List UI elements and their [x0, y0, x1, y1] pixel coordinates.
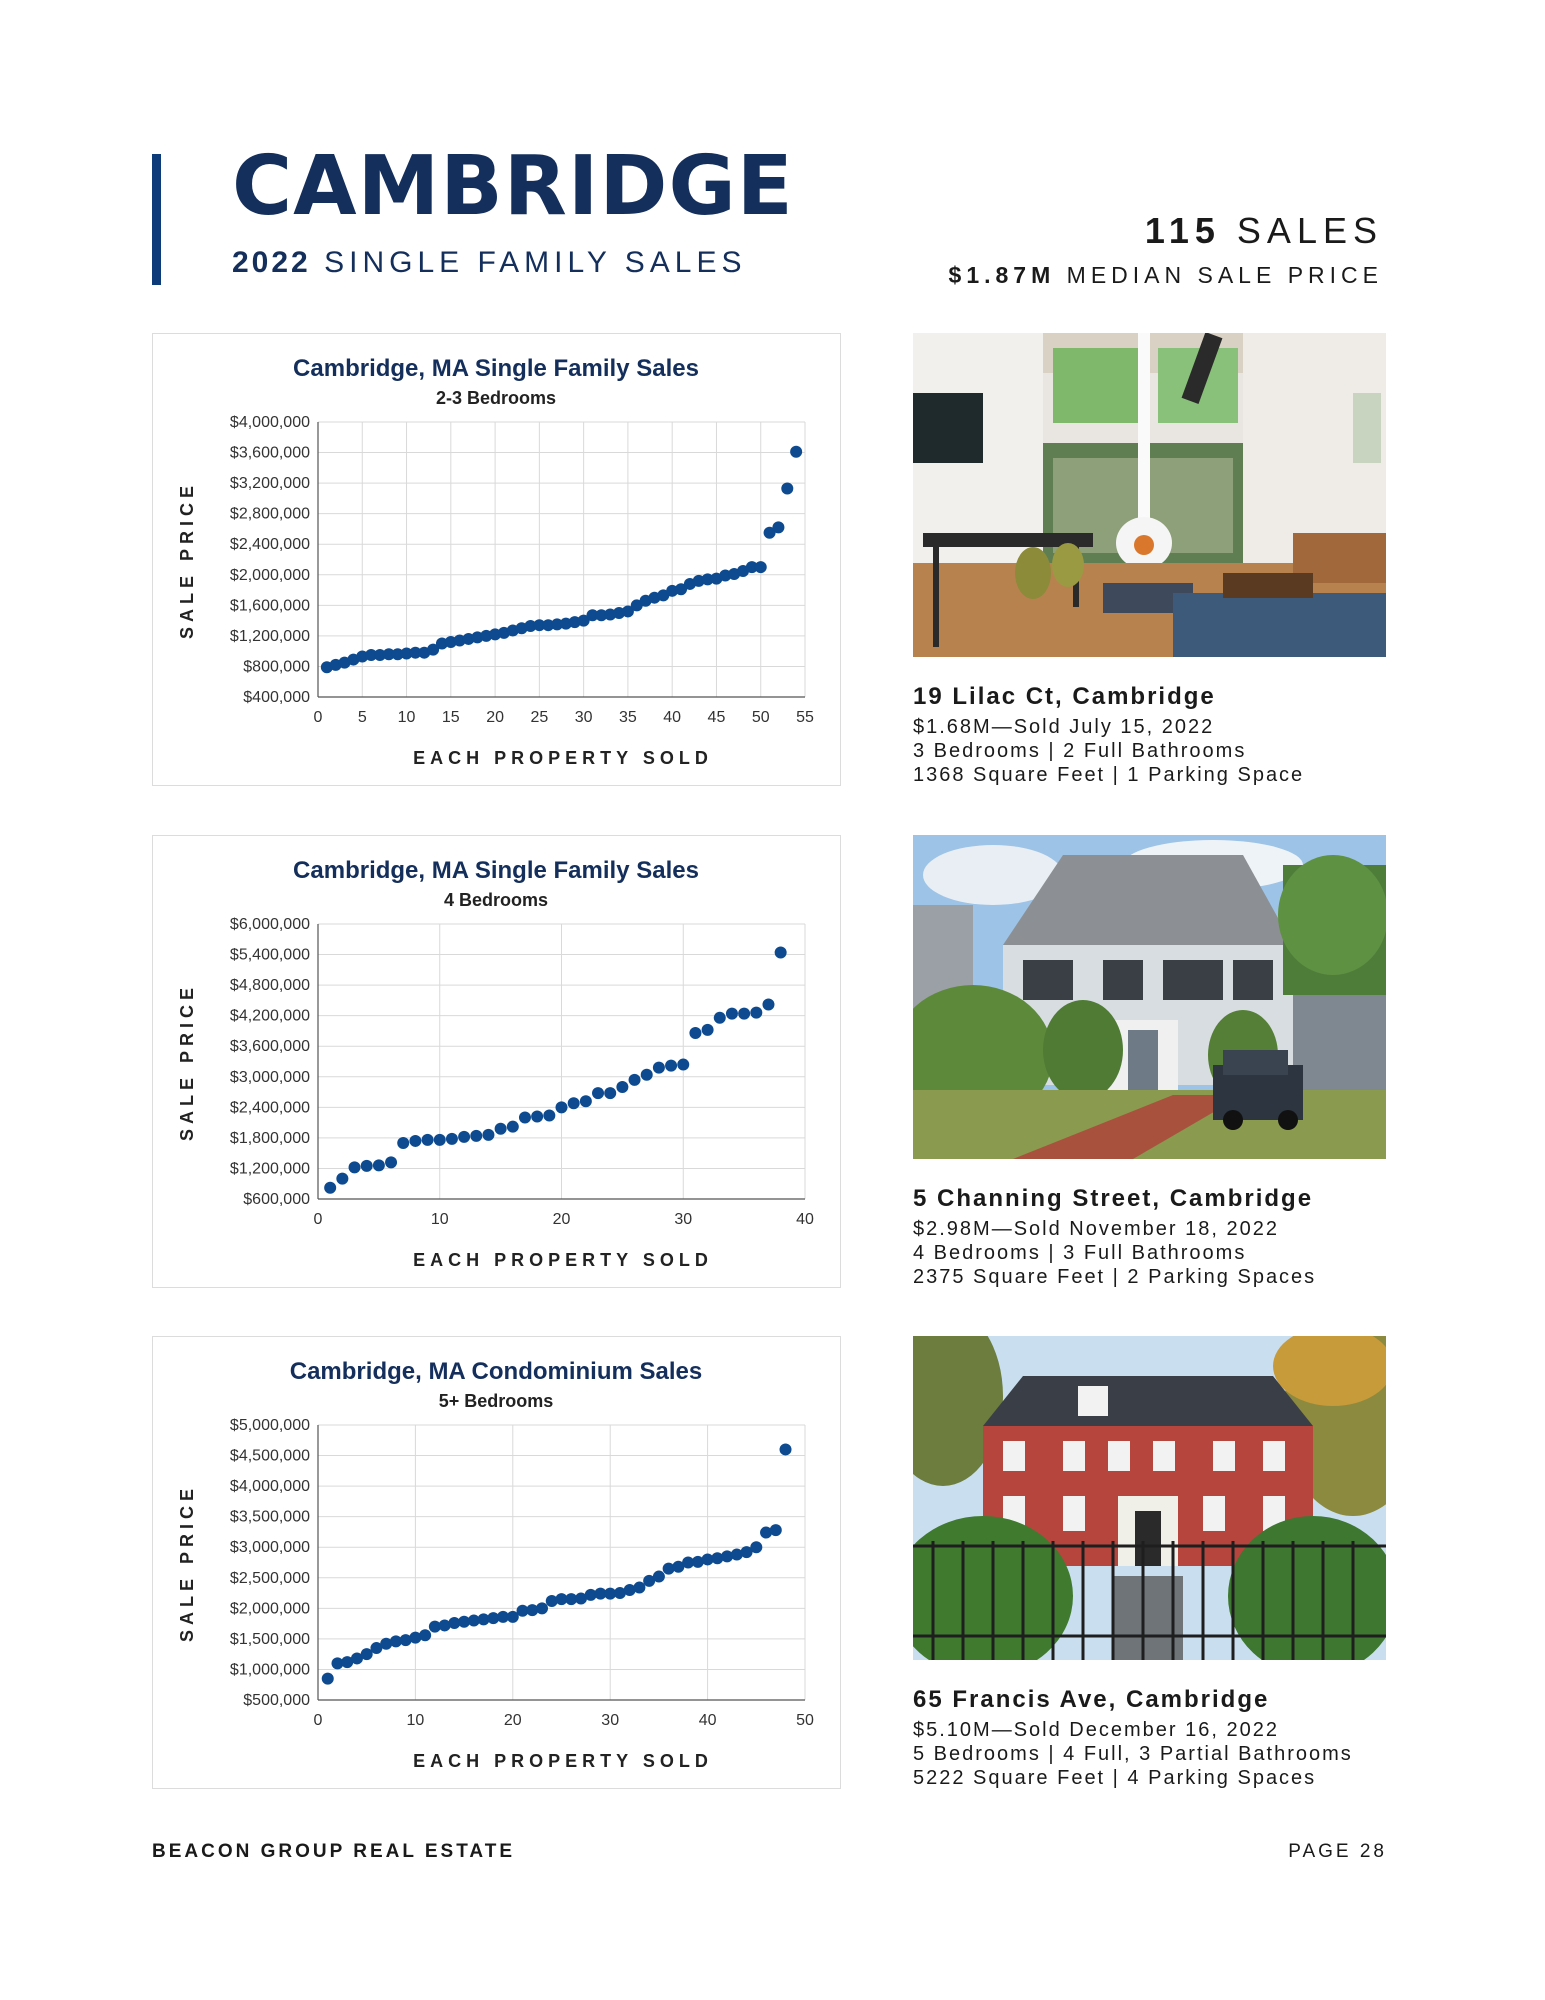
x-tick-label: 50	[751, 709, 770, 726]
x-tick-label: 20	[486, 709, 504, 726]
listing-size-parking: 5222 Square Feet | 4 Parking Spaces	[913, 1767, 1317, 1789]
data-point	[616, 1081, 628, 1093]
sales-count: 115	[1144, 210, 1221, 251]
chart-subtitle: 5+ Bedrooms	[438, 1391, 554, 1411]
y-axis-label: SALE PRICE	[177, 982, 197, 1142]
y-tick-label: $2,000,000	[229, 1600, 310, 1618]
listing-address: 19 Lilac Ct, Cambridge	[913, 683, 1216, 710]
x-axis-label: EACH PROPERTY SOLD	[413, 748, 713, 768]
listing-photo-2	[913, 835, 1386, 1159]
summary-stats	[949, 210, 1383, 289]
data-point	[770, 1524, 782, 1536]
data-point	[762, 998, 774, 1010]
x-tick-label: 30	[674, 1211, 693, 1228]
data-point	[653, 1062, 665, 1074]
x-tick-label: 0	[313, 1712, 323, 1729]
x-tick-label: 40	[796, 1211, 814, 1228]
x-tick-label: 40	[698, 1712, 717, 1729]
data-point	[653, 1571, 665, 1583]
data-point	[689, 1027, 701, 1039]
sales-count-line	[949, 210, 1383, 252]
listing-address: 5 Channing Street, Cambridge	[913, 1185, 1314, 1212]
listing-rooms: 5 Bedrooms | 4 Full, 3 Partial Bathrooms	[913, 1743, 1353, 1765]
page-subtitle	[232, 246, 746, 280]
y-tick-label: $3,000,000	[229, 1539, 310, 1557]
accent-bar	[152, 154, 161, 285]
data-point	[409, 1135, 421, 1147]
x-axis-label: EACH PROPERTY SOLD	[413, 1751, 713, 1771]
x-tick-label: 10	[430, 1211, 449, 1228]
y-tick-label: $2,000,000	[229, 566, 310, 584]
scatter-chart-5-plus-bedrooms	[153, 1337, 840, 1788]
y-tick-label: $6,000,000	[229, 916, 310, 933]
listing-photo-1	[913, 333, 1386, 657]
y-tick-label: $4,200,000	[229, 1007, 310, 1025]
data-point	[702, 1024, 714, 1036]
y-tick-label: $1,800,000	[229, 1129, 310, 1147]
data-point	[580, 1095, 592, 1107]
x-tick-label: 10	[406, 1712, 425, 1729]
data-point	[458, 1131, 470, 1143]
data-point	[772, 521, 784, 533]
y-tick-label: $1,600,000	[229, 597, 310, 615]
x-tick-label: 30	[601, 1712, 620, 1729]
listing-address: 65 Francis Ave, Cambridge	[913, 1686, 1270, 1713]
data-point	[781, 482, 793, 494]
data-point	[519, 1112, 531, 1124]
x-tick-label: 55	[796, 709, 814, 726]
data-point	[531, 1111, 543, 1123]
data-point	[604, 1087, 616, 1099]
data-point	[568, 1097, 580, 1109]
x-axis-label: EACH PROPERTY SOLD	[413, 1250, 713, 1270]
x-tick-label: 15	[441, 709, 460, 726]
data-point	[556, 1101, 568, 1113]
footer-page-number: PAGE 28	[1288, 1841, 1387, 1862]
x-tick-label: 10	[397, 709, 416, 726]
x-tick-label: 0	[313, 709, 323, 726]
data-point	[361, 1160, 373, 1172]
y-tick-label: $1,200,000	[229, 1160, 310, 1178]
data-point	[422, 1134, 434, 1146]
chart-subtitle: 4 Bedrooms	[443, 890, 549, 910]
listing-1	[913, 683, 1413, 787]
subtitle-text: SINGLE FAMILY SALES	[324, 246, 747, 279]
y-tick-label: $800,000	[243, 658, 310, 676]
listing-price-date: $1.68M—Sold July 15, 2022	[913, 716, 1215, 738]
chart-panel-3	[152, 1336, 841, 1789]
data-point	[543, 1109, 555, 1121]
data-point	[434, 1134, 446, 1146]
y-tick-label: $2,500,000	[229, 1569, 310, 1587]
data-point	[750, 1007, 762, 1019]
listing-price-date: $5.10M—Sold December 16, 2022	[913, 1719, 1279, 1741]
chart-subtitle: 2-3 Bedrooms	[435, 388, 557, 408]
y-tick-label: $4,500,000	[229, 1447, 310, 1465]
data-point	[714, 1012, 726, 1024]
chart-panel-2	[152, 835, 841, 1288]
house-photo-icon	[913, 835, 1386, 1159]
x-tick-label: 20	[552, 1211, 571, 1228]
listing-rooms: 4 Bedrooms | 3 Full Bathrooms	[913, 1242, 1247, 1264]
y-axis-label: SALE PRICE	[177, 1483, 197, 1643]
data-point	[629, 1074, 641, 1086]
y-tick-label: $1,000,000	[229, 1661, 310, 1679]
y-tick-label: $600,000	[243, 1191, 310, 1208]
median-label: MEDIAN SALE PRICE	[1066, 262, 1383, 288]
x-tick-label: 25	[530, 709, 549, 726]
sales-label: SALES	[1236, 210, 1383, 251]
median-value: $1.87M	[948, 262, 1056, 288]
x-tick-label: 45	[707, 709, 726, 726]
interior-photo-icon	[913, 333, 1386, 657]
scatter-chart-2-3-bedrooms	[153, 334, 840, 785]
data-point	[482, 1129, 494, 1141]
data-point	[373, 1159, 385, 1171]
data-point	[665, 1060, 677, 1072]
listing-3	[913, 1686, 1413, 1790]
y-tick-label: $3,600,000	[229, 1038, 310, 1056]
x-tick-label: 40	[663, 709, 682, 726]
page-title: CAMBRIDGE	[232, 139, 794, 234]
data-point	[790, 446, 802, 458]
data-point	[677, 1059, 689, 1071]
chart-title: Cambridge, MA Condominium Sales	[289, 1358, 703, 1385]
chart-title: Cambridge, MA Single Family Sales	[293, 857, 699, 884]
data-point	[755, 561, 767, 573]
data-point	[446, 1133, 458, 1145]
data-point	[397, 1137, 409, 1149]
y-tick-label: $3,200,000	[229, 475, 310, 493]
data-point	[633, 1582, 645, 1594]
data-point	[336, 1173, 348, 1185]
x-tick-label: 0	[313, 1211, 323, 1228]
y-tick-label: $4,000,000	[229, 1478, 310, 1496]
data-point	[324, 1182, 336, 1194]
data-point	[726, 1008, 738, 1020]
listing-photo-3	[913, 1336, 1386, 1660]
data-point	[738, 1008, 750, 1020]
chart-title: Cambridge, MA Single Family Sales	[293, 355, 699, 382]
y-tick-label: $5,400,000	[229, 946, 310, 964]
y-tick-label: $4,000,000	[229, 414, 310, 431]
y-tick-label: $5,000,000	[229, 1417, 310, 1434]
house-photo-icon	[913, 1336, 1386, 1660]
x-tick-label: 35	[619, 709, 637, 726]
data-point	[495, 1123, 507, 1135]
y-tick-label: $3,600,000	[229, 444, 310, 462]
y-tick-label: $400,000	[243, 689, 310, 706]
data-point	[780, 1443, 792, 1455]
median-line	[949, 262, 1383, 289]
listing-size-parking: 2375 Square Feet | 2 Parking Spaces	[913, 1266, 1317, 1288]
footer-company: BEACON GROUP REAL ESTATE	[152, 1841, 516, 1862]
listing-rooms: 3 Bedrooms | 2 Full Bathrooms	[913, 740, 1247, 762]
subtitle-year: 2022	[232, 246, 311, 279]
data-point	[507, 1121, 519, 1133]
x-tick-label: 5	[357, 709, 367, 726]
listing-size-parking: 1368 Square Feet | 1 Parking Space	[913, 764, 1305, 786]
y-tick-label: $2,400,000	[229, 536, 310, 554]
listing-2	[913, 1185, 1413, 1289]
data-point	[536, 1602, 548, 1614]
chart-panel-1	[152, 333, 841, 786]
data-point	[419, 1629, 431, 1641]
data-point	[592, 1087, 604, 1099]
x-tick-label: 30	[574, 709, 593, 726]
data-point	[470, 1130, 482, 1142]
scatter-chart-4-bedrooms	[153, 836, 840, 1287]
data-point	[775, 947, 787, 959]
data-point	[641, 1069, 653, 1081]
y-tick-label: $2,400,000	[229, 1099, 310, 1117]
y-tick-label: $500,000	[243, 1692, 310, 1709]
y-tick-label: $3,000,000	[229, 1068, 310, 1086]
y-tick-label: $1,500,000	[229, 1630, 310, 1648]
y-axis-label: SALE PRICE	[177, 480, 197, 640]
data-point	[322, 1673, 334, 1685]
y-tick-label: $2,800,000	[229, 505, 310, 523]
x-tick-label: 20	[503, 1712, 522, 1729]
y-tick-label: $4,800,000	[229, 977, 310, 995]
y-tick-label: $3,500,000	[229, 1508, 310, 1526]
data-point	[750, 1541, 762, 1553]
x-tick-label: 50	[796, 1712, 814, 1729]
data-point	[349, 1161, 361, 1173]
data-point	[385, 1156, 397, 1168]
y-tick-label: $1,200,000	[229, 627, 310, 645]
listing-price-date: $2.98M—Sold November 18, 2022	[913, 1218, 1279, 1240]
